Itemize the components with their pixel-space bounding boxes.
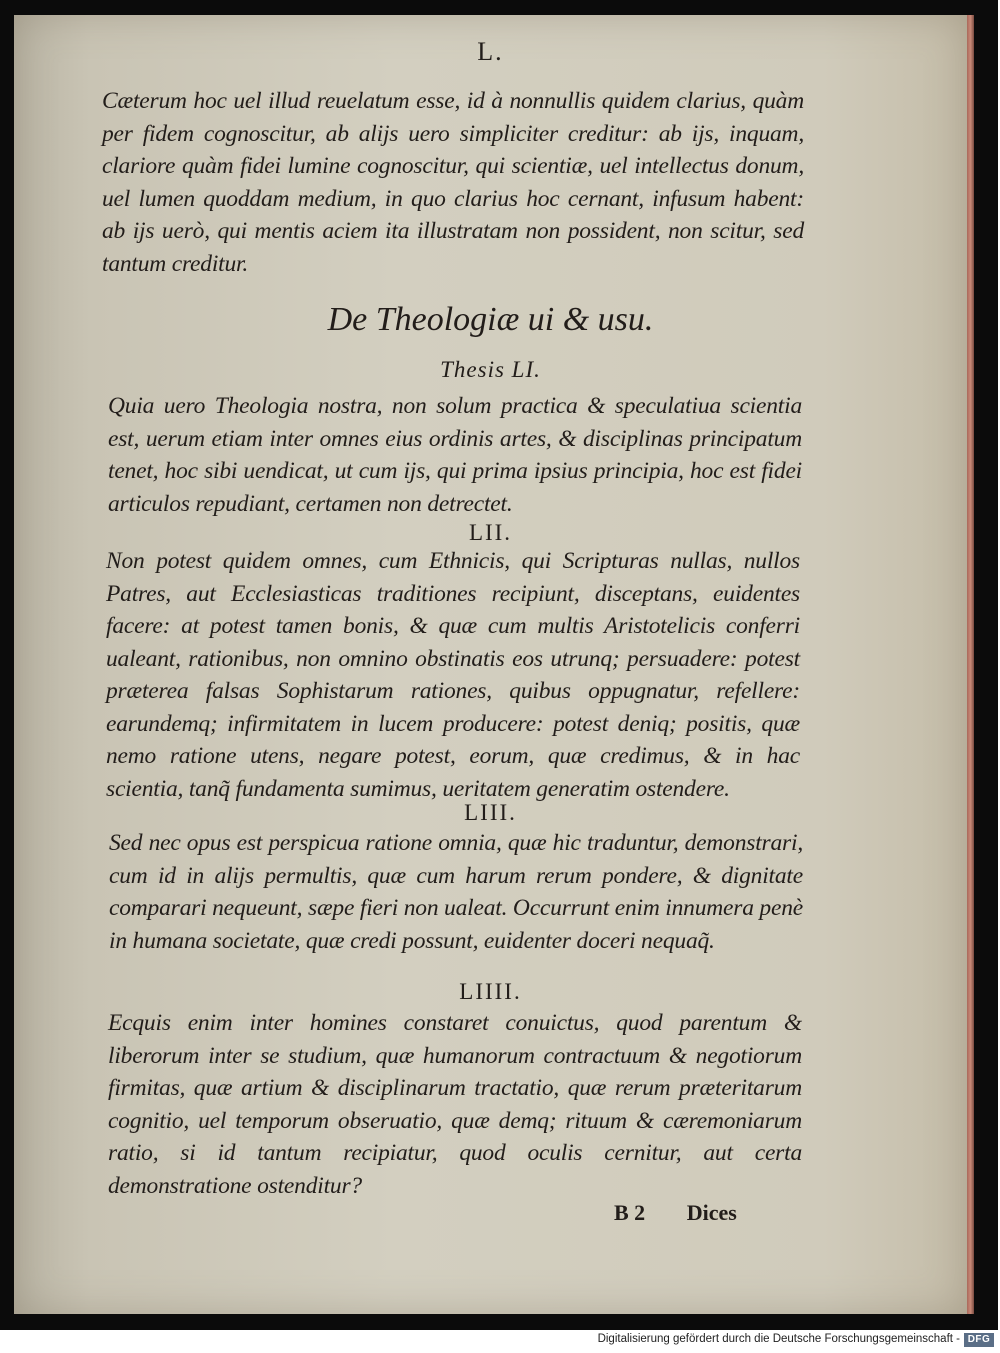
thesis-label: Thesis LI. [440,357,541,382]
page-edge [967,15,974,1314]
dfg-logo-icon: DFG [964,1333,994,1347]
catchword: Dices [686,1200,737,1225]
digitization-credit: Digitalisierung gefördert durch die Deutsche Forschungsgemeinschaft - [597,1333,960,1345]
page-number: L. [477,37,504,66]
thesis-label: LIII. [464,800,517,825]
viewer-footer [0,1330,1000,1353]
signature-mark: B 2 [614,1200,646,1225]
intro-paragraph: Cæterum hoc uel illud reuelatum esse, id à nonnullis quidem clarius, quàm per fidem cognoscitur, ab alijs uero simpliciter creditur: ab ijs, inquam, clariore quàm fidei lumine cognoscitur, qui scientiæ, uel intellectus donum, uel lumen quoddam medium, in quo clarius hoc cernant, infusum habent: ab ijs uerò, qui mentis aciem ita illustratam non possident, non scitur, sed tantum creditur. [102,88,804,277]
section-heading: De Theologiæ ui & usu. [327,301,654,338]
thesis-paragraph: Sed nec opus est perspicua ratione omnia, quæ hic traduntur, demonstrari, cum id in alijs permultis, quæ cum harum rerum pondere, & dignitate comparari nequeunt, sæpe fieri non ualeat. Occurrunt enim innumera penè in humana societate, quæ credi possunt, euidenter doceri nequaq̃. [109,830,803,954]
thesis-paragraph: Non potest quidem omnes, cum Ethnicis, qui Scripturas nullas, nullos Patres, aut Ecclesiasticas traditiones recipiunt, disceptans, euidentes facere: at potest tamen bonis, & quæ cum multis Aristotelicis conferri ualeant, rationibus, non omnino obstinatis eos utrunq; persuadere: potest præterea falsas Sophistarum rationes, quibus oppugnatur, refellere: earundemq; infirmitatem in lucem producere: potest deniq; positis, quæ nemo ratione utens, negare potest, eorum, quæ credimus, & in hac scientia, tanq̃ fundamenta sumimus, ueritatem generatim ostendere. [106,548,800,802]
thesis-label: LII. [468,520,513,545]
thesis-paragraph: Quia uero Theologia nostra, non solum practica & speculatiua scientia est, uerum etiam inter omnes eius ordinis artes, & disciplinas principatum tenet, hoc sibi uendicat, ut cum ijs, qui prima ipsius principia, hoc est fidei articulos repudiant, certamen non detrectet. [108,393,802,517]
footer-signature-line [614,1200,814,1226]
scanned-page [14,15,967,1314]
thesis-paragraph: Ecquis enim inter homines constaret conuictus, quod parentum & liberorum inter se studium, quæ humanorum contractuum & negotiorum firmitas, quæ artium & disciplinarum tractatio, quæ rerum præteritarum cognitio, uel temporum obseruatio, quæ demq; rituum & cæremoniarum ratio, si id tantum recipiatur, quod oculis cernitur, aut certa demonstratione ostenditur? [108,1010,802,1199]
thesis-label: LIIII. [459,979,522,1004]
